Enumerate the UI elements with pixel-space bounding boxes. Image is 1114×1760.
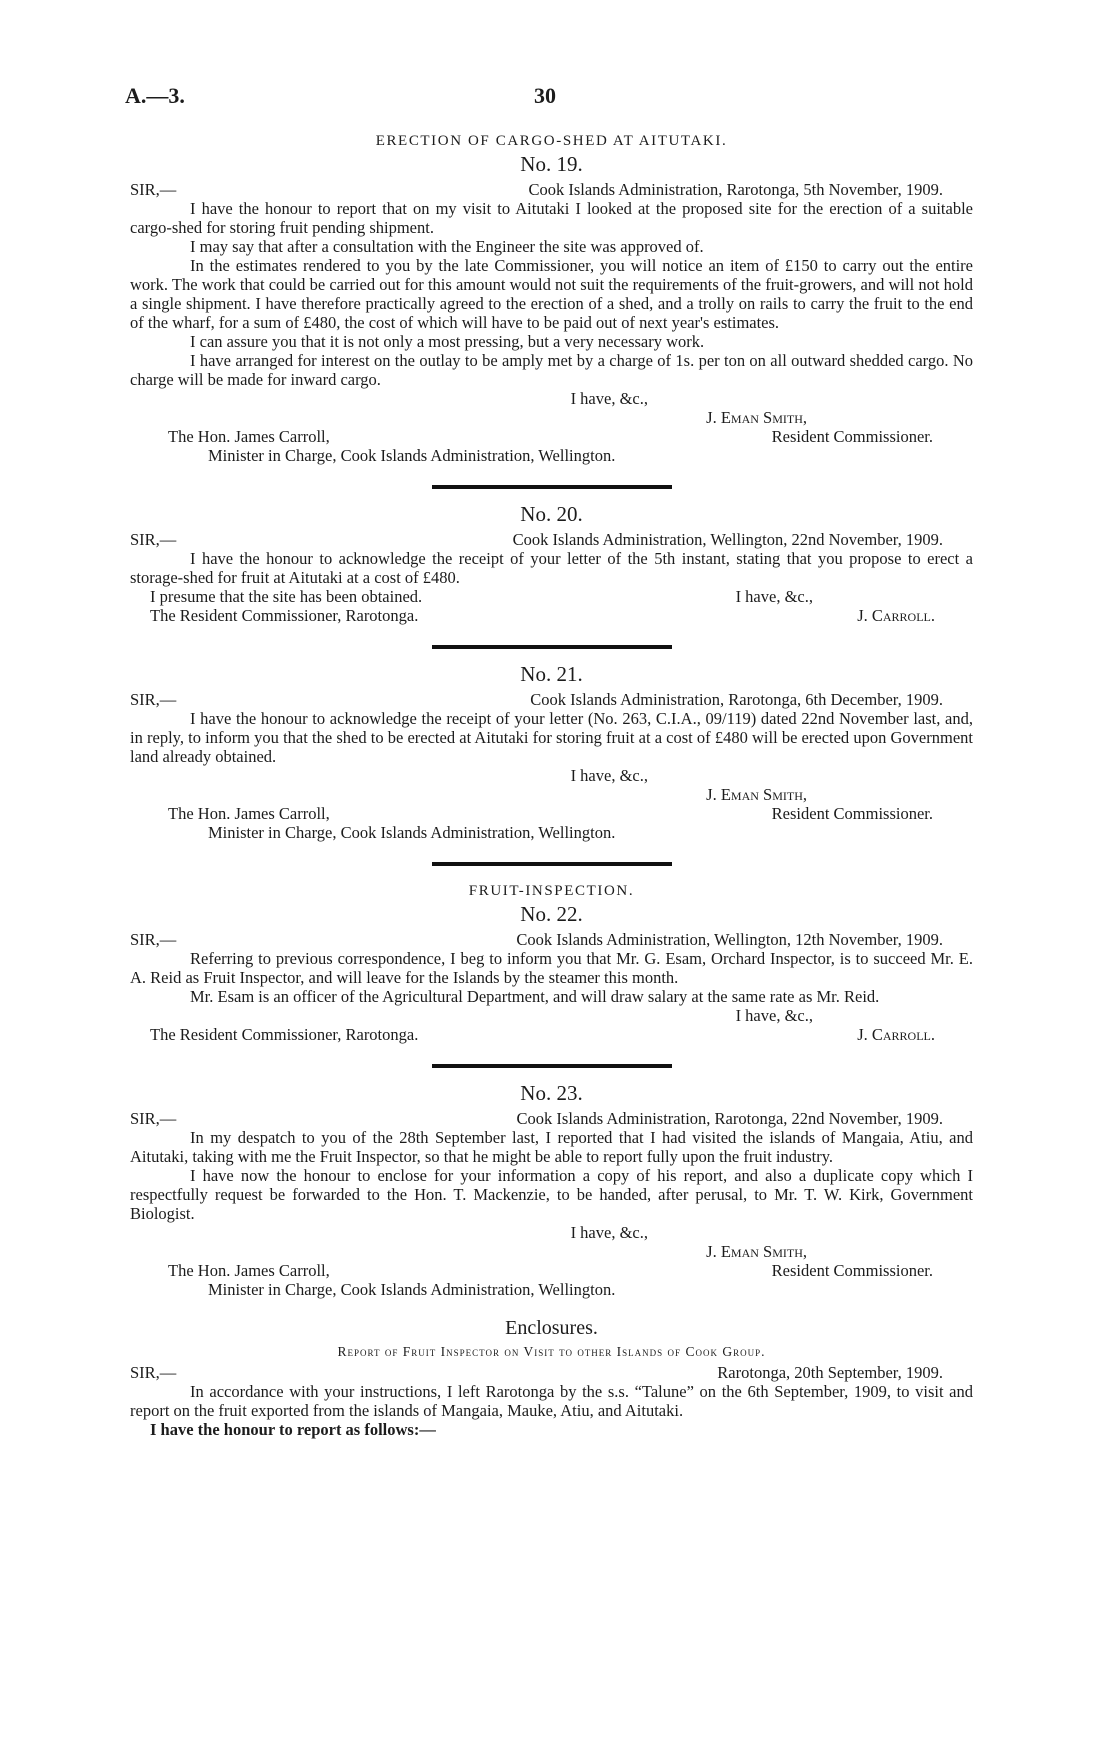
minister-line: Minister in Charge, Cook Islands Administration, Wellington. — [208, 446, 616, 465]
addressee-line — [130, 1025, 973, 1044]
closing: I have, &c., — [735, 1006, 813, 1025]
letter-no-21 — [130, 662, 973, 842]
addressee-line — [130, 804, 973, 823]
addressee-line — [130, 427, 973, 446]
letter-address: Rarotonga, 20th September, 1909. — [717, 1363, 943, 1382]
parliamentary-paper-reference: A.—3. — [125, 83, 185, 108]
paragraph: I have the honour to acknowledge the receipt of your letter (No. 263, C.I.A., 09/119) dated 22nd November last, and, in reply, to inform you that the shed to be erected at Aitutaki for storing fruit at a cost of £480 will be erected upon Government land already obtained. — [130, 709, 973, 766]
salutation: SIR,— — [130, 180, 177, 199]
letter-number: No. 22. — [520, 902, 583, 926]
letter-address: Cook Islands Administration, Rarotonga, 6th December, 1909. — [530, 690, 943, 709]
letter-no-22 — [130, 882, 973, 1044]
enclosures-heading: Enclosures. — [505, 1317, 598, 1339]
closing-line — [130, 587, 973, 606]
salutation: SIR,— — [130, 1109, 177, 1128]
paragraph: I have arranged for interest on the outlay to be amply met by a charge of 1s. per ton on all outward shedded cargo. No charge will be made for inward cargo. — [130, 351, 973, 389]
signatory-title: Resident Commissioner. — [771, 804, 933, 823]
signature: J. Carroll. — [857, 1025, 935, 1044]
letter-no-23 — [130, 1081, 973, 1299]
closing: I have, &c., — [570, 1223, 648, 1242]
letter-number: No. 20. — [520, 502, 583, 526]
addressee: The Hon. James Carroll, — [168, 804, 330, 823]
paragraph: I have now the honour to enclose for your information a copy of his report, and also a duplicate copy which I respectfully request be forwarded to the Hon. T. Mackenzie, to be handed, after perusal, to Mr. T. W. Kirk, Government Biologist. — [130, 1166, 973, 1223]
section-divider — [432, 862, 672, 866]
enclosures — [130, 1319, 973, 1439]
paragraph: In my despatch to you of the 28th September last, I reported that I had visited the islands of Mangaia, Atiu, and Aitutaki, taking with me the Fruit Inspector, so that he might be able to report fully upon the fruit industry. — [130, 1128, 973, 1166]
letter-number: No. 23. — [520, 1081, 583, 1105]
paragraph: In accordance with your instructions, I left Rarotonga by the s.s. “Talune” on the 6th September, 1909, to visit and report on the fruit exported from the islands of Mangaia, Mauke, Atiu, and Aitutaki. — [130, 1382, 973, 1420]
closing: I have, &c., — [570, 389, 648, 408]
paragraph: Mr. Esam is an officer of the Agricultural Department, and will draw salary at the same rate as Mr. Reid. — [190, 987, 880, 1006]
paragraph: In the estimates rendered to you by the late Commissioner, you will notice an item of £150 to carry out the entire work. The work that could be carried out for this amount would not suit the requirements of the fruit-growers, and will not hold a single shipment. I have therefore practically agreed to the erection of a shed, and a trolly on rails to carry the fruit to the end of the wharf, for a sum of £480, the cost of which will have to be paid out of next year's estimates. — [130, 256, 973, 332]
section-title-fruit-inspection: FRUIT-INSPECTION. — [468, 883, 635, 899]
addressee-line — [130, 1261, 973, 1280]
addressee-line — [130, 606, 973, 625]
signature: J. Eman Smith, — [706, 1242, 807, 1261]
section-divider — [432, 645, 672, 649]
minister-line: Minister in Charge, Cook Islands Administration, Wellington. — [208, 1280, 616, 1299]
signatory-title: Resident Commissioner. — [771, 427, 933, 446]
salutation: SIR,— — [130, 930, 177, 949]
paragraph: I may say that after a consultation with the Engineer the site was approved of. — [190, 237, 704, 256]
paragraph: I have the honour to report that on my visit to Aitutaki I looked at the proposed site for the erection of a suitable cargo-shed for storing fruit pending shipment. — [130, 199, 973, 237]
page-number: 30 — [534, 83, 556, 108]
paragraph: I have the honour to report as follows:— — [150, 1420, 436, 1439]
salutation: SIR,— — [130, 690, 177, 709]
section-divider — [432, 485, 672, 489]
paragraph: I can assure you that it is not only a most pressing, but a very necessary work. — [190, 332, 705, 351]
letter-heading — [130, 180, 973, 199]
letter-number: No. 19. — [520, 152, 583, 176]
addressee: The Resident Commissioner, Rarotonga. — [150, 1025, 419, 1044]
letter-number: No. 21. — [520, 662, 583, 686]
signatory-title: Resident Commissioner. — [771, 1261, 933, 1280]
paragraph: I have the honour to acknowledge the receipt of your letter of the 5th instant, stating that you propose to erect a storage-shed for fruit at Aitutaki at a cost of £480. — [130, 549, 973, 587]
signature: J. Eman Smith, — [706, 408, 807, 427]
letter-address: Cook Islands Administration, Wellington, 12th November, 1909. — [516, 930, 943, 949]
letter-heading — [130, 1109, 973, 1128]
salutation: SIR,— — [130, 1363, 177, 1382]
signature: J. Eman Smith, — [706, 785, 807, 804]
letter-no-20 — [130, 502, 973, 625]
addressee: The Resident Commissioner, Rarotonga. — [150, 606, 419, 625]
letter-heading — [130, 1363, 973, 1382]
letter-heading — [130, 930, 973, 949]
paragraph: I presume that the site has been obtained. — [150, 587, 423, 606]
letter-address: Cook Islands Administration, Wellington, 22nd November, 1909. — [512, 530, 943, 549]
letter-address: Cook Islands Administration, Rarotonga, 5th November, 1909. — [528, 180, 943, 199]
section-title-cargo-shed: ERECTION OF CARGO-SHED AT AITUTAKI. — [375, 133, 728, 149]
closing: I have, &c., — [570, 766, 648, 785]
document-body — [130, 132, 973, 1439]
report-title: Report of Fruit Inspector on Visit to other Islands of Cook Group. — [337, 1344, 766, 1359]
minister-line: Minister in Charge, Cook Islands Administration, Wellington. — [208, 823, 616, 842]
section-divider — [432, 1064, 672, 1068]
letter-no-19 — [130, 132, 973, 465]
paragraph: Referring to previous correspondence, I beg to inform you that Mr. G. Esam, Orchard Inspector, is to succeed Mr. E. A. Reid as Fruit Inspector, and will leave for the Islands by the steamer this month. — [130, 949, 973, 987]
closing: I have, &c., — [735, 587, 813, 606]
addressee: The Hon. James Carroll, — [168, 427, 330, 446]
letter-address: Cook Islands Administration, Rarotonga, 22nd November, 1909. — [516, 1109, 943, 1128]
letter-heading — [130, 530, 973, 549]
signature: J. Carroll. — [857, 606, 935, 625]
salutation: SIR,— — [130, 530, 177, 549]
addressee: The Hon. James Carroll, — [168, 1261, 330, 1280]
letter-heading — [130, 690, 973, 709]
